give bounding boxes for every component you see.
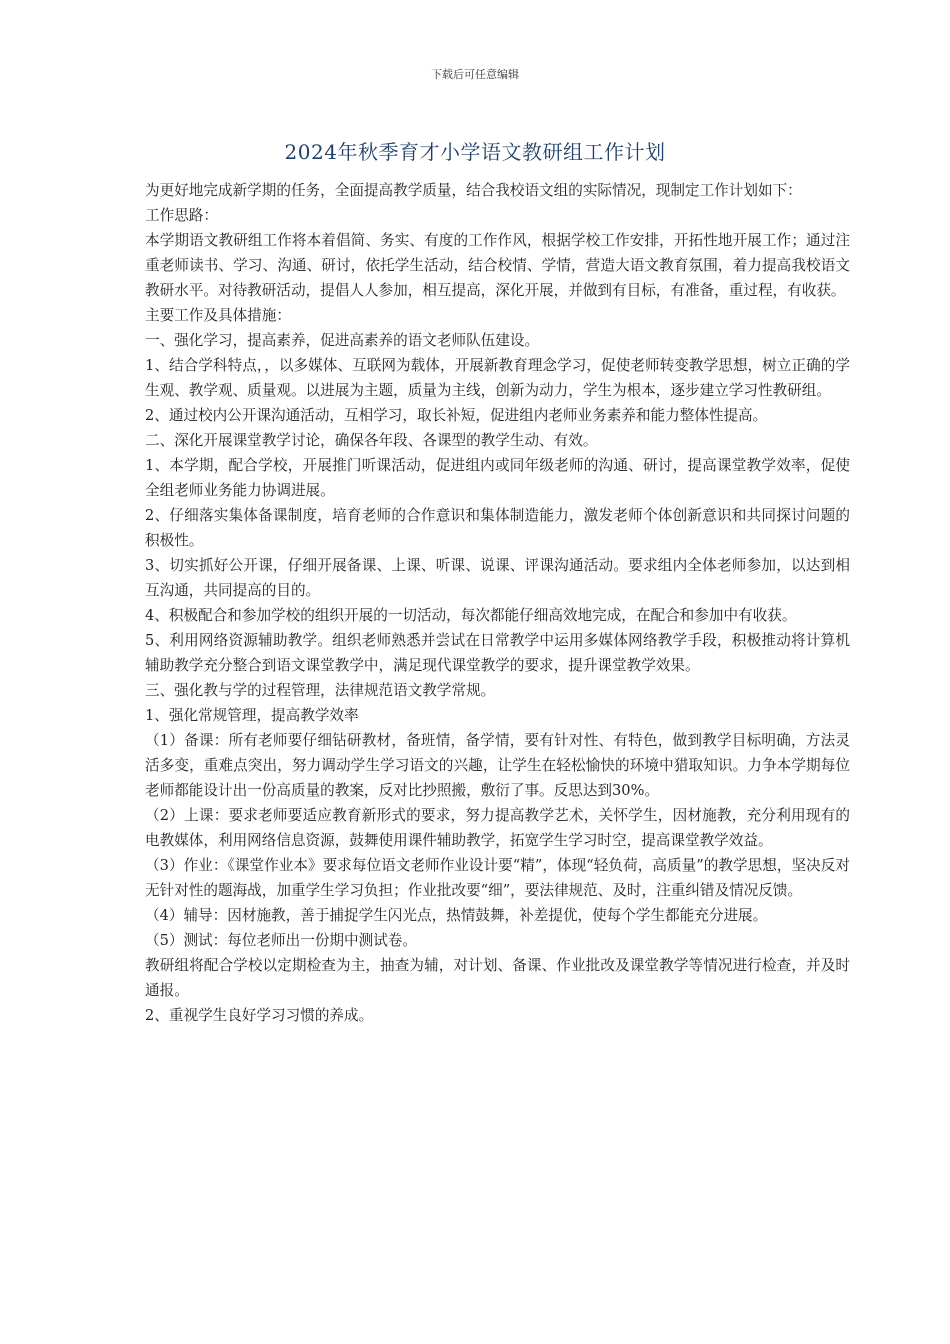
paragraph-item-3-2: 2、重视学生良好学习习惯的养成。 — [145, 1007, 374, 1024]
paragraph-item-1-2: 2、通过校内公开课沟通活动，互相学习，取长补短，促进组内老师业务素养和能力整体性提高。 — [145, 407, 768, 424]
paragraph-teaching: （2）上课：要求老师要适应教育新形式的要求，努力提高教学艺术，关怀学生，因材施教，充分利用现有的电教媒体，利用网络信息资源，鼓舞使用课件辅助教学，拓宽学生学习时空，提高课堂教学效益。 — [145, 807, 850, 849]
paragraph-homework: （3）作业：《课堂作业本》要求每位语文老师作业设计要“精”，体现“轻负荷，高质量”的教学思想，坚决反对无针对性的题海战，加重学生学习负担；作业批改要“细”，要法律规范、及时，注重纠错及情况反馈。 — [145, 857, 850, 899]
paragraph-heading-main-work: 主要工作及具体措施： — [145, 307, 291, 324]
paragraph-item-3-1: 1、强化常规管理，提高教学效率 — [145, 707, 359, 724]
paragraph-tutoring: （4）辅导：因材施教，善于捕捉学生闪光点，热情鼓舞，补差提优，使每个学生都能充分进展。 — [145, 907, 768, 924]
paragraph-heading-approach: 工作思路： — [145, 207, 218, 224]
paragraph-item-1-1: 1、结合学科特点，，以多媒体、互联网为载体，开展新教育理念学习，促使老师转变教学思想，树立正确的学生观、教学观、质量观。以进展为主题，质量为主线，创新为动力，学生为根本，逐步建立学习性教研组。 — [145, 357, 850, 399]
paragraph-section-1: 一、强化学习，提高素养，促进高素养的语文老师队伍建设。 — [145, 332, 540, 349]
header-note: 下载后可任意编辑 — [431, 68, 519, 81]
paragraph-section-2: 二、深化开展课堂教学讨论，确保各年段、各课型的教学生动、有效。 — [145, 432, 598, 449]
paragraph-item-2-4: 4、积极配合和参加学校的组织开展的一切活动，每次都能仔细高效地完成，在配合和参加中有收获。 — [145, 607, 797, 624]
paragraph-item-2-3: 3、切实抓好公开课，仔细开展备课、上课、听课、说课、评课沟通活动。要求组内全体老师参加，以达到相互沟通，共同提高的目的。 — [145, 557, 850, 599]
paragraph-item-2-1: 1、本学期，配合学校，开展推门听课活动，促进组内或同年级老师的沟通、研讨，提高课堂教学效率，促使全组老师业务能力协调进展。 — [145, 457, 850, 499]
paragraph-item-2-2: 2、仔细落实集体备课制度，培育老师的合作意识和集体制造能力，激发老师个体创新意识和共同探讨问题的积极性。 — [145, 507, 850, 549]
paragraph-testing: （5）测试：每位老师出一份期中测试卷。 — [145, 932, 417, 949]
paragraph-approach: 本学期语文教研组工作将本着倡简、务实、有度的工作作风，根据学校工作安排，开拓性地开展工作；通过注重老师读书、学习、沟通、研讨，依托学生活动，结合校情、学情，营造大语文教育氛围，着力提高我校语文教研水平。对待教研活动，提倡人人参加，相互提高，深化开展，并做到有目标，有准备，重过程，有收获。 — [145, 232, 850, 299]
paragraph-inspection: 教研组将配合学校以定期检查为主，抽查为辅，对计划、备课、作业批改及课堂教学等情况进行检查，并及时通报。 — [145, 957, 850, 999]
document-body — [145, 178, 850, 1028]
document-title: 2024年秋季育才小学语文教研组工作计划 — [284, 140, 666, 164]
paragraph-intro: 为更好地完成新学期的任务，全面提高教学质量，结合我校语文组的实际情况，现制定工作计划如下： — [145, 182, 802, 199]
paragraph-section-3: 三、强化教与学的过程管理，法律规范语文教学常规。 — [145, 682, 496, 699]
paragraph-item-2-5: 5、利用网络资源辅助教学。组织老师熟悉并尝试在日常教学中运用多媒体网络教学手段，积极推动将计算机辅助教学充分整合到语文课堂教学中，满足现代课堂教学的要求，提升课堂教学效果。 — [145, 632, 850, 674]
paragraph-lesson-prep: （1）备课：所有老师要仔细钻研教材，备班情，备学情，要有针对性、有特色，做到教学目标明确，方法灵活多变，重难点突出，努力调动学生学习语文的兴趣，让学生在轻松愉快的环境中猎取知识。力争本学期每位老师都能设计出一份高质量的教案，反对比抄照搬，敷衍了事。反思达到30%。 — [145, 732, 850, 799]
